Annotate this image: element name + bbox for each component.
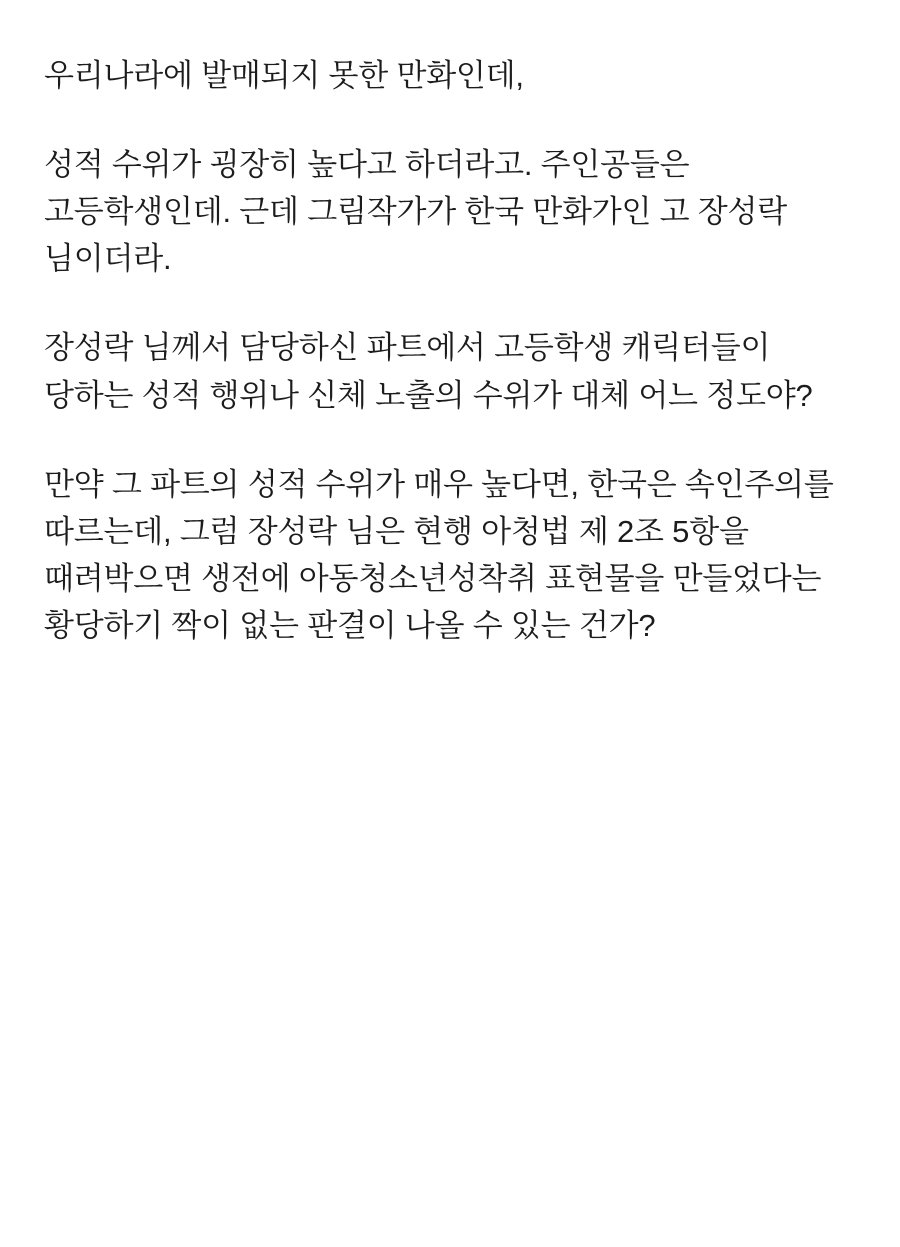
paragraph-2: 성적 수위가 굉장히 높다고 하더라고. 주인공들은 고등학생인데. 근데 그림작가가 한국 만화가인 고 장성락 님이더라.	[44, 147, 796, 277]
paragraph-4: 만약 그 파트의 성적 수위가 매우 높다면, 한국은 속인주의를 따르는데, 그럼 장성락 님은 현행 아청법 제 2조 5항을 때려박으면 생전에 아동청소년성착취 표현물을 만들었다는 황당하기 짝이 없는 판결이 나올 수 있는 건가?	[44, 466, 843, 643]
article-body	[44, 52, 856, 649]
paragraph-1: 우리나라에 발매되지 못한 만화인데,	[44, 58, 524, 93]
paragraph-3: 장성락 님께서 담당하신 파트에서 고등학생 캐릭터들이 당하는 성적 행위나 신체 노출의 수위가 대체 어느 정도야?	[44, 330, 813, 413]
